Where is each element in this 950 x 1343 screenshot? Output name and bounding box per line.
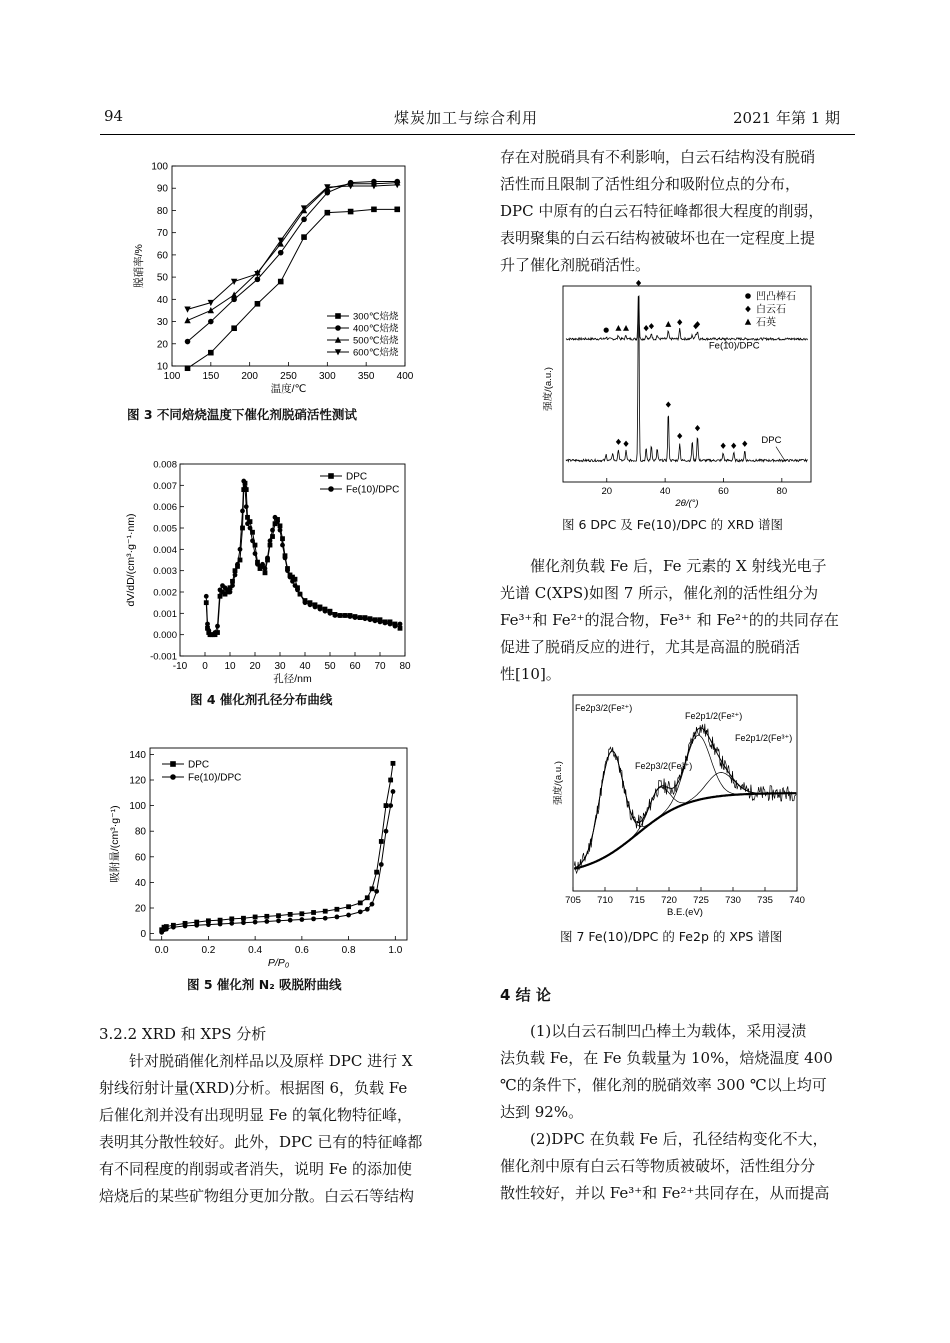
data-point: [295, 587, 300, 592]
x-tick-label: 60: [718, 486, 729, 497]
y-axis-label: 强度/(a.u.): [543, 367, 554, 411]
legend-label: Fe(10)/DPC: [346, 484, 400, 496]
data-point: [278, 528, 283, 533]
data-point: [245, 521, 250, 526]
data-point: [299, 917, 304, 922]
x-tick-label: 200: [241, 371, 259, 382]
data-point: [358, 615, 363, 620]
x-tick-label: 730: [725, 895, 741, 906]
figure-4-caption: 图 4 催化剂孔径分布曲线: [190, 692, 333, 707]
data-point: [343, 613, 348, 618]
data-point: [208, 350, 214, 356]
peak-marker: [677, 433, 682, 439]
data-point: [208, 319, 214, 325]
legend-marker: [335, 313, 341, 319]
data-point: [368, 617, 373, 622]
legend-label: 石英: [756, 317, 776, 329]
peak-marker: [677, 319, 682, 325]
peak-marker: [695, 425, 700, 431]
data-point: [183, 924, 188, 929]
x-tick-label: 0.4: [248, 945, 263, 956]
data-point: [394, 207, 400, 213]
x-tick-label: 725: [693, 895, 709, 906]
data-point: [218, 922, 223, 927]
data-point: [335, 907, 340, 912]
x-tick-label: 0.6: [294, 945, 309, 956]
data-point: [230, 583, 235, 588]
data-point: [358, 909, 363, 914]
x-tick-label: 710: [597, 895, 613, 906]
text-line: DPC 中原有的白云石特征峰都很大程度的削弱，: [500, 202, 824, 220]
data-point: [278, 250, 284, 256]
text-line: (1)以白云石制凹凸棒土为载体，采用浸渍: [530, 1022, 807, 1040]
text-line: 性[10]。: [500, 665, 561, 683]
data-point: [285, 568, 290, 573]
legend-marker: [745, 319, 751, 325]
text-line: 活性而且限制了活性组分和吸附位点的分布，: [500, 175, 801, 193]
text-line: 后催化剂并没有出现明显 Fe 的氧化物特征峰，: [99, 1106, 413, 1124]
y-tick-label: 100: [151, 161, 168, 173]
legend-marker: [335, 325, 341, 331]
y-tick-label: 0.003: [153, 566, 177, 578]
data-point: [374, 889, 379, 894]
peak-marker: [666, 401, 671, 407]
data-point: [208, 307, 214, 313]
x-tick-label: 40: [299, 661, 311, 672]
legend-label: 600℃焙烧: [353, 347, 399, 359]
data-point: [260, 562, 265, 567]
y-tick-label: 30: [156, 317, 168, 329]
data-point: [241, 920, 246, 925]
y-tick-label: 0: [140, 929, 146, 941]
y-tick-label: 20: [156, 339, 168, 351]
peak-marker: [665, 321, 671, 327]
text-line: 针对脱硝催化剂样品以及原样 DPC 进行 X: [129, 1052, 413, 1070]
right-column-mid-text: [500, 553, 856, 688]
data-point: [280, 543, 285, 548]
raw-spectrum-line: [574, 724, 796, 873]
text-line: 存在对脱硝具有不利影响，白云石结构没有脱硝: [500, 148, 816, 166]
envelope-line: [574, 728, 796, 868]
data-point: [384, 829, 389, 834]
x-axis-label: P/P₀: [267, 957, 290, 969]
peak-marker: [649, 323, 654, 329]
x-tick-label: 715: [629, 895, 645, 906]
x-tick-label: 0: [202, 661, 208, 672]
legend-marker: [328, 473, 334, 479]
data-point: [264, 919, 269, 924]
y-tick-label: 50: [156, 272, 168, 284]
data-point: [268, 538, 273, 543]
data-point: [301, 234, 307, 240]
data-point: [348, 614, 353, 619]
data-point: [388, 622, 393, 627]
journal-title: 煤炭加工与综合利用: [394, 109, 539, 127]
data-point: [311, 916, 316, 921]
legend-label: DPC: [188, 759, 210, 771]
data-point: [263, 566, 268, 571]
text-line: 促进了脱硝反应的进行，尤其是高温的脱硝活: [500, 638, 801, 656]
x-tick-label: 0.8: [341, 945, 356, 956]
data-point: [273, 515, 278, 520]
peak-marker: [616, 439, 621, 445]
x-tick-label: 80: [399, 661, 411, 672]
text-line: 催化剂负载 Fe 后，Fe 元素的 X 射线光电子: [530, 557, 827, 575]
data-point: [184, 317, 190, 323]
data-point: [353, 615, 358, 620]
data-point: [185, 339, 191, 345]
right-column-top-text: [500, 144, 856, 279]
data-point: [379, 839, 384, 844]
y-tick-label: 0.006: [153, 502, 177, 514]
data-point: [325, 210, 331, 216]
data-point: [290, 579, 295, 584]
data-point: [323, 909, 328, 914]
y-tick-label: 0.008: [153, 459, 177, 471]
data-point: [171, 925, 176, 930]
y-axis-label: dV/dD/(cm³·g⁻¹·nm): [125, 513, 137, 607]
legend-marker: [745, 293, 751, 299]
data-point: [370, 902, 375, 907]
legend-label: DPC: [346, 471, 368, 483]
data-point: [229, 921, 234, 926]
data-point: [311, 910, 316, 915]
data-point: [388, 803, 393, 808]
section-heading-322: 3.2.2 XRD 和 XPS 分析: [99, 1025, 267, 1043]
legend-marker: [745, 306, 751, 313]
data-point: [250, 538, 255, 543]
x-tick-label: 720: [661, 895, 677, 906]
text-line: 催化剂中原有白云石等物质被破坏，活性组分分: [500, 1157, 816, 1175]
legend-label: 凹凸棒石: [756, 291, 796, 303]
y-tick-label: 0.004: [153, 544, 177, 556]
text-line: Fe³⁺和 Fe²⁺的混合物，Fe³⁺ 和 Fe²⁺的的共同存在: [500, 611, 839, 629]
data-point: [288, 575, 293, 580]
section-322-body: [99, 1048, 451, 1210]
y-tick-label: 0.002: [153, 587, 177, 599]
data-point: [378, 619, 383, 624]
data-point: [373, 618, 378, 623]
data-point: [253, 920, 258, 925]
issue-label: 2021 年第 1 期: [733, 109, 841, 127]
y-tick-label: 20: [134, 903, 146, 915]
x-axis-label: 2θ/(°): [675, 498, 699, 509]
legend-marker: [170, 761, 176, 767]
data-point: [235, 562, 240, 567]
data-point: [288, 912, 293, 917]
y-tick-label: 40: [134, 877, 146, 889]
data-point: [288, 918, 293, 923]
data-point: [318, 607, 323, 612]
peak-marker: [644, 325, 649, 331]
data-point: [338, 613, 343, 618]
peak-annotation: Fe2p3/2(Fe²⁺): [575, 703, 633, 713]
data-point: [299, 911, 304, 916]
y-tick-label: -0.001: [150, 651, 177, 663]
data-point: [388, 778, 393, 783]
data-point: [255, 277, 261, 283]
y-tick-label: 0.001: [153, 608, 177, 620]
legend-marker: [328, 486, 334, 492]
y-tick-label: 40: [156, 294, 168, 306]
figure-4-chart: [95, 455, 435, 685]
series-line: [188, 185, 398, 309]
data-point: [383, 621, 388, 626]
data-point: [233, 573, 238, 578]
data-point: [313, 605, 318, 610]
conclusion-body: [500, 1018, 856, 1207]
data-point: [323, 916, 328, 921]
peak-marker: [721, 443, 726, 449]
y-tick-label: 60: [134, 852, 146, 864]
y-tick-label: 120: [129, 775, 146, 787]
x-axis-label: 孔径/nm: [273, 673, 312, 685]
data-point: [263, 570, 268, 575]
data-point: [270, 528, 275, 533]
data-point: [398, 622, 403, 627]
x-tick-label: 40: [659, 486, 671, 497]
data-point: [335, 915, 340, 920]
y-tick-label: 100: [129, 801, 146, 813]
x-tick-label: 300: [318, 371, 336, 382]
x-tick-label: 60: [349, 661, 361, 672]
data-point: [228, 590, 233, 595]
x-tick-label: 20: [601, 486, 613, 497]
figure-7-caption: 图 7 Fe(10)/DPC 的 Fe2p 的 XPS 谱图: [560, 929, 783, 944]
x-tick-label: 735: [757, 895, 773, 906]
text-line: 法负载 Fe，在 Fe 负载量为 10%，焙烧温度 400: [500, 1049, 833, 1067]
x-tick-label: 250: [280, 371, 297, 382]
data-point: [363, 616, 368, 621]
x-tick-label: 1.0: [388, 945, 403, 956]
legend-marker: [170, 774, 176, 780]
series-line: [206, 483, 400, 634]
y-axis-label: 脱硝率/%: [133, 244, 145, 288]
data-point: [391, 761, 396, 766]
x-tick-label: -10: [172, 661, 188, 672]
y-tick-label: 70: [156, 228, 168, 240]
data-point: [371, 207, 377, 213]
data-point: [365, 895, 370, 900]
y-tick-label: 140: [129, 749, 146, 761]
data-point: [205, 622, 210, 627]
data-point: [303, 600, 308, 605]
data-point: [365, 907, 370, 912]
data-point: [248, 526, 253, 531]
figure-7-chart: [545, 690, 815, 922]
figure-5-caption: 图 5 催化剂 N₂ 吸脱附曲线: [187, 977, 342, 992]
data-point: [308, 602, 313, 607]
data-point: [184, 307, 190, 313]
data-point: [206, 628, 211, 633]
x-tick-label: 0.0: [154, 945, 169, 956]
legend-label: 400℃焙烧: [353, 323, 399, 335]
peak-marker: [623, 441, 628, 447]
data-point: [265, 555, 270, 560]
peak-annotation: Fe2p1/2(Fe³⁺): [735, 733, 793, 743]
x-tick-label: 30: [274, 661, 286, 672]
data-point: [323, 609, 328, 614]
text-line: 有不同程度的削弱或者消失，说明 Fe 的添加使: [99, 1160, 413, 1178]
data-point: [164, 927, 169, 932]
x-tick-label: 0.2: [201, 945, 216, 956]
x-tick-label: 100: [163, 371, 181, 382]
data-point: [293, 583, 298, 588]
y-tick-label: 60: [156, 250, 168, 262]
figure-6-caption: 图 6 DPC 及 Fe(10)/DPC 的 XRD 谱图: [562, 517, 783, 532]
data-point: [276, 913, 281, 918]
data-point: [333, 613, 338, 618]
figure-5-chart: [95, 740, 425, 972]
data-point: [298, 592, 303, 597]
data-point: [328, 611, 333, 616]
data-point: [206, 922, 211, 927]
data-point: [264, 914, 269, 919]
data-point: [379, 862, 384, 867]
text-line: (2)DPC 在负载 Fe 后，孔径结构变化不大，: [530, 1130, 828, 1148]
data-point: [275, 519, 280, 524]
text-line: ℃的条件下，催化剂的脱硝效率 300 ℃以上均可: [500, 1076, 827, 1094]
text-line: 射线衍射计量(XRD)分析。根据图 6，负载 Fe: [99, 1079, 408, 1097]
y-tick-label: 0.000: [153, 630, 177, 642]
legend-label: Fe(10)/DPC: [188, 772, 242, 784]
legend-label: 300℃焙烧: [353, 311, 399, 323]
series-label: DPC: [761, 434, 782, 446]
x-axis-label: 温度/℃: [270, 383, 307, 395]
y-axis-label: 吸附量/(cm³·g⁻¹): [109, 805, 121, 883]
y-tick-label: 0.007: [153, 480, 177, 492]
page-number: 94: [104, 107, 124, 125]
data-point: [243, 485, 248, 490]
data-point: [218, 587, 223, 592]
data-point: [194, 923, 199, 928]
data-point: [374, 870, 379, 875]
data-point: [348, 209, 354, 215]
y-tick-label: 0.005: [153, 523, 177, 535]
data-point: [301, 217, 307, 223]
data-point: [398, 626, 403, 631]
x-tick-label: 740: [789, 895, 805, 906]
x-tick-label: 70: [374, 661, 386, 672]
x-tick-label: 80: [776, 486, 788, 497]
x-tick-label: 350: [357, 371, 375, 382]
data-point: [384, 803, 389, 808]
text-line: 表明聚集的白云石结构被破坏也在一定程度上提: [500, 229, 816, 247]
x-tick-label: 150: [202, 371, 220, 382]
data-point: [215, 624, 220, 629]
y-axis-label: 强度/(a.u.): [553, 761, 564, 805]
header-rule: [100, 134, 855, 135]
peak-marker: [615, 325, 621, 331]
data-point: [253, 915, 258, 920]
x-axis-label: B.E.(eV): [667, 907, 703, 918]
fit-component-line: [574, 735, 795, 869]
data-point: [276, 918, 281, 923]
series-label-leader: [776, 447, 785, 461]
data-point: [253, 551, 258, 556]
data-point: [255, 301, 261, 307]
data-point: [346, 904, 351, 909]
legend-label: 500℃焙烧: [353, 335, 399, 347]
y-tick-label: 80: [134, 826, 146, 838]
legend-label: 白云石: [756, 304, 786, 316]
x-tick-label: 10: [224, 661, 236, 672]
y-tick-label: 80: [156, 205, 168, 217]
data-point: [393, 624, 398, 629]
text-line: 光谱 C(XPS)如图 7 所示，催化剂的活性组分为: [500, 584, 819, 602]
data-point: [244, 504, 249, 509]
data-point: [241, 916, 246, 921]
data-point: [278, 279, 284, 285]
series-label: Fe(10)/DPC: [708, 340, 760, 352]
series-line: [206, 481, 400, 635]
data-point: [283, 555, 288, 560]
data-point: [185, 365, 191, 371]
text-line: 焙烧后的某些矿物组分更加分散。白云石等结构: [99, 1187, 415, 1205]
x-tick-label: 705: [565, 895, 581, 906]
data-point: [204, 594, 209, 599]
figure-6-chart: [535, 280, 820, 512]
data-point: [213, 630, 218, 635]
text-line: 升了催化剂脱硝活性。: [500, 256, 651, 274]
data-point: [358, 900, 363, 905]
data-point: [391, 789, 396, 794]
x-tick-label: 20: [249, 661, 261, 672]
data-point: [240, 509, 245, 514]
peak-marker: [731, 443, 736, 449]
text-line: 散性较好，并以 Fe³⁺和 Fe²⁺共同存在，从而提高: [500, 1184, 830, 1202]
data-point: [231, 325, 237, 331]
peak-marker: [636, 280, 641, 286]
peak-annotation: Fe2p3/2(Fe³⁺): [635, 761, 693, 771]
data-point: [346, 913, 351, 918]
background-line: [574, 793, 796, 869]
text-line: 达到 92%。: [500, 1103, 584, 1121]
data-point: [238, 547, 243, 552]
data-point: [370, 886, 375, 891]
series-line: [188, 183, 398, 321]
y-tick-label: 10: [156, 361, 168, 373]
peak-marker: [742, 441, 747, 447]
conclusion-heading: 4 结 论: [500, 986, 551, 1004]
figure-3-caption: 图 3 不同焙烧温度下催化剂脱硝活性测试: [127, 407, 357, 422]
data-point: [241, 479, 246, 484]
y-tick-label: 90: [156, 183, 168, 195]
x-tick-label: 400: [396, 371, 414, 382]
text-line: 表明其分散性较好。此外，DPC 已有的特征峰都: [99, 1133, 423, 1151]
figure-3-chart: [95, 150, 435, 402]
data-point: [229, 916, 234, 921]
peak-marker: [604, 328, 609, 333]
x-tick-label: 50: [324, 661, 336, 672]
peak-marker: [623, 325, 629, 331]
peak-annotation: Fe2p1/2(Fe²⁺): [685, 711, 743, 721]
